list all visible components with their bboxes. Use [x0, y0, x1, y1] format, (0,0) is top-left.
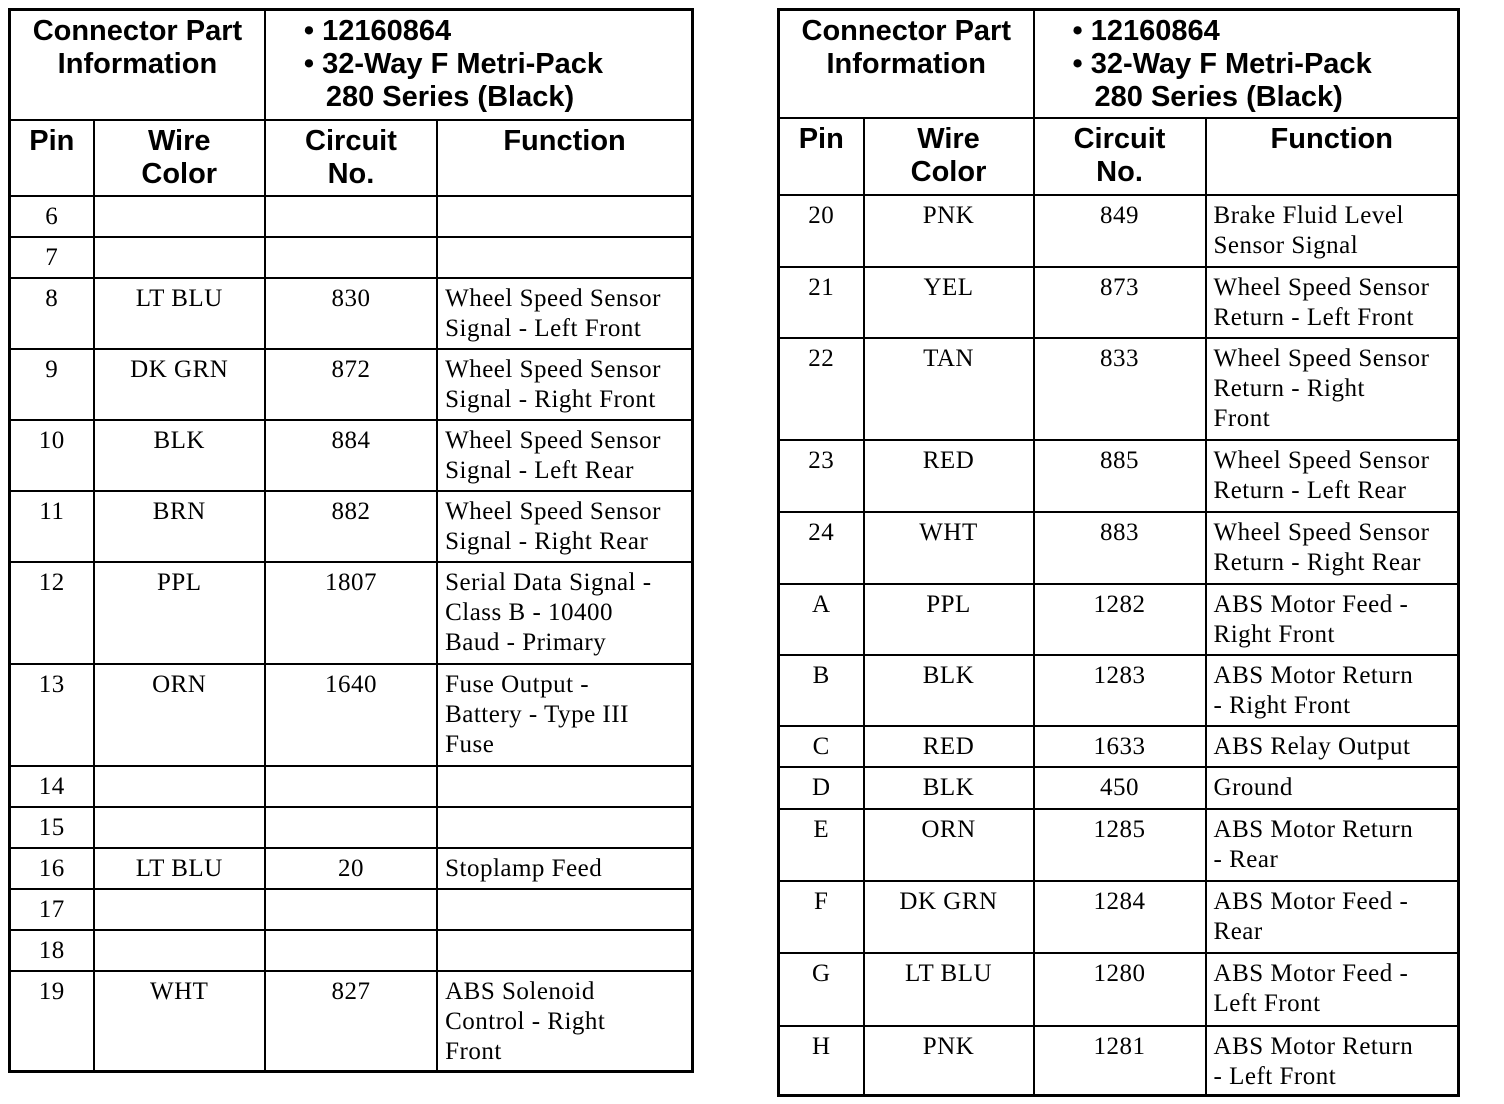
pin-cell: 20	[779, 195, 864, 267]
wire-color-cell	[94, 930, 265, 971]
function-cell: Serial Data Signal - Class B - 10400 Baud - Primary	[437, 562, 692, 664]
table-row	[10, 848, 693, 889]
connector-part-info-label: Connector Part Information	[10, 10, 265, 120]
circuit-cell	[265, 766, 437, 807]
pin-cell: H	[779, 1026, 864, 1096]
function-cell: Wheel Speed Sensor Return - Right Rear	[1206, 512, 1459, 584]
table-row	[779, 767, 1459, 809]
table-row	[779, 440, 1459, 512]
wire-color-cell: YEL	[864, 267, 1034, 338]
pin-cell: 24	[779, 512, 864, 584]
wire-color-cell	[94, 237, 265, 278]
part-series: 280 Series (Black)	[325, 81, 575, 113]
table-row	[10, 889, 693, 930]
pin-cell: F	[779, 881, 864, 953]
circuit-cell: 1640	[265, 664, 437, 766]
part-description: • 32-Way F Metri-Pack	[1072, 48, 1372, 80]
circuit-cell	[265, 889, 437, 930]
pin-cell: B	[779, 655, 864, 726]
part-series: 280 Series (Black)	[1094, 81, 1343, 113]
circuit-cell: 873	[1034, 267, 1206, 338]
pin-cell: 14	[10, 766, 94, 807]
wire-color-cell: BLK	[94, 420, 265, 491]
table-row	[779, 338, 1459, 440]
wire-color-cell: ORN	[94, 664, 265, 766]
table-row	[10, 562, 693, 664]
circuit-cell	[265, 807, 437, 848]
table-row	[10, 971, 693, 1072]
wire-color-cell: BRN	[94, 491, 265, 562]
part-number: • 12160864	[303, 15, 452, 47]
table-row	[10, 664, 693, 766]
circuit-cell: 882	[265, 491, 437, 562]
wire-color-cell: LT BLU	[94, 848, 265, 889]
table-row	[779, 655, 1459, 726]
function-cell	[437, 889, 692, 930]
function-cell: Ground	[1206, 767, 1459, 809]
pin-cell: 18	[10, 930, 94, 971]
table-row	[779, 195, 1459, 267]
pin-cell: 21	[779, 267, 864, 338]
pin-cell: E	[779, 809, 864, 881]
table-row	[10, 930, 693, 971]
circuit-cell: 872	[265, 349, 437, 420]
function-cell: ABS Solenoid Control - Right Front	[437, 971, 692, 1072]
pin-cell: 12	[10, 562, 94, 664]
wire-color-cell: LT BLU	[864, 953, 1034, 1026]
pin-cell: 22	[779, 338, 864, 440]
column-header-circuit-no: Circuit No.	[1034, 118, 1206, 195]
function-cell: Fuse Output - Battery - Type III Fuse	[437, 664, 692, 766]
circuit-cell: 1280	[1034, 953, 1206, 1026]
table-row	[779, 1026, 1459, 1096]
function-cell: Wheel Speed Sensor Signal - Right Front	[437, 349, 692, 420]
column-header-wire-color: Wire Color	[864, 118, 1034, 195]
function-cell: Brake Fluid Level Sensor Signal	[1206, 195, 1459, 267]
pin-cell: 23	[779, 440, 864, 512]
pin-cell: A	[779, 584, 864, 655]
table-row	[10, 349, 693, 420]
part-description: • 32-Way F Metri-Pack	[303, 48, 604, 80]
table-row	[779, 726, 1459, 767]
function-cell: Wheel Speed Sensor Signal - Left Rear	[437, 420, 692, 491]
circuit-cell: 450	[1034, 767, 1206, 809]
function-cell: ABS Motor Return - Left Front	[1206, 1026, 1459, 1096]
circuit-cell: 884	[265, 420, 437, 491]
wire-color-cell: WHT	[94, 971, 265, 1072]
function-cell: ABS Motor Return - Rear	[1206, 809, 1459, 881]
column-header-function: Function	[437, 120, 692, 196]
circuit-cell: 830	[265, 278, 437, 349]
connector-part-info-value	[265, 10, 693, 120]
function-cell: ABS Motor Feed - Left Front	[1206, 953, 1459, 1026]
wire-color-cell	[94, 196, 265, 237]
pin-cell: 8	[10, 278, 94, 349]
wire-color-cell: RED	[864, 440, 1034, 512]
wire-color-cell	[94, 807, 265, 848]
pin-cell: C	[779, 726, 864, 767]
wire-color-cell: BLK	[864, 655, 1034, 726]
pin-cell: D	[779, 767, 864, 809]
part-number: • 12160864	[1072, 15, 1220, 47]
circuit-cell	[265, 196, 437, 237]
pin-cell: 7	[10, 237, 94, 278]
circuit-cell: 1282	[1034, 584, 1206, 655]
wire-color-cell: DK GRN	[864, 881, 1034, 953]
circuit-cell: 849	[1034, 195, 1206, 267]
column-header-wire-color: Wire Color	[94, 120, 265, 196]
function-cell	[437, 766, 692, 807]
wire-color-cell: DK GRN	[94, 349, 265, 420]
function-cell: Stoplamp Feed	[437, 848, 692, 889]
circuit-cell: 1807	[265, 562, 437, 664]
pin-cell: G	[779, 953, 864, 1026]
pin-cell: 9	[10, 349, 94, 420]
table-row	[779, 809, 1459, 881]
connector-table-right	[777, 8, 1460, 1097]
function-cell: ABS Motor Return - Right Front	[1206, 655, 1459, 726]
function-cell: ABS Motor Feed - Rear	[1206, 881, 1459, 953]
wire-color-cell: PPL	[94, 562, 265, 664]
pin-cell: 11	[10, 491, 94, 562]
function-cell: ABS Relay Output	[1206, 726, 1459, 767]
function-cell: ABS Motor Feed - Right Front	[1206, 584, 1459, 655]
wire-color-cell: BLK	[864, 767, 1034, 809]
pin-cell: 15	[10, 807, 94, 848]
circuit-cell	[265, 237, 437, 278]
function-cell: Wheel Speed Sensor Return - Right Front	[1206, 338, 1459, 440]
table-row	[10, 278, 693, 349]
column-header-circuit-no: Circuit No.	[265, 120, 437, 196]
function-cell	[437, 807, 692, 848]
pin-cell: 17	[10, 889, 94, 930]
wire-color-cell	[94, 766, 265, 807]
wire-color-cell: PNK	[864, 1026, 1034, 1096]
connector-table-left	[8, 8, 694, 1073]
table-row	[779, 953, 1459, 1026]
circuit-cell: 1284	[1034, 881, 1206, 953]
wire-color-cell: PNK	[864, 195, 1034, 267]
wire-color-cell: LT BLU	[94, 278, 265, 349]
pin-cell: 16	[10, 848, 94, 889]
table-row	[10, 196, 693, 237]
table-row	[779, 267, 1459, 338]
wire-color-cell: WHT	[864, 512, 1034, 584]
column-header-function: Function	[1206, 118, 1459, 195]
circuit-cell: 885	[1034, 440, 1206, 512]
circuit-cell: 827	[265, 971, 437, 1072]
table-row	[10, 420, 693, 491]
pin-cell: 10	[10, 420, 94, 491]
table-row	[779, 881, 1459, 953]
pin-cell: 19	[10, 971, 94, 1072]
circuit-cell: 1285	[1034, 809, 1206, 881]
circuit-cell: 833	[1034, 338, 1206, 440]
circuit-cell: 883	[1034, 512, 1206, 584]
function-cell	[437, 196, 692, 237]
circuit-cell: 1281	[1034, 1026, 1206, 1096]
pin-cell: 13	[10, 664, 94, 766]
connector-part-info-label: Connector Part Information	[779, 10, 1034, 118]
table-row	[10, 807, 693, 848]
wire-color-cell: TAN	[864, 338, 1034, 440]
column-header-pin: Pin	[10, 120, 94, 196]
function-cell: Wheel Speed Sensor Return - Left Front	[1206, 267, 1459, 338]
function-cell: Wheel Speed Sensor Return - Left Rear	[1206, 440, 1459, 512]
table-row	[779, 512, 1459, 584]
column-header-pin: Pin	[779, 118, 864, 195]
circuit-cell: 1633	[1034, 726, 1206, 767]
function-cell	[437, 237, 692, 278]
wire-color-cell: RED	[864, 726, 1034, 767]
function-cell: Wheel Speed Sensor Signal - Left Front	[437, 278, 692, 349]
wire-color-cell: PPL	[864, 584, 1034, 655]
table-row	[10, 491, 693, 562]
wire-color-cell: ORN	[864, 809, 1034, 881]
circuit-cell: 1283	[1034, 655, 1206, 726]
circuit-cell	[265, 930, 437, 971]
connector-part-info-value	[1034, 10, 1459, 118]
function-cell: Wheel Speed Sensor Signal - Right Rear	[437, 491, 692, 562]
table-row	[10, 237, 693, 278]
wire-color-cell	[94, 889, 265, 930]
pin-cell: 6	[10, 196, 94, 237]
circuit-cell: 20	[265, 848, 437, 889]
table-row	[10, 766, 693, 807]
table-row	[779, 584, 1459, 655]
function-cell	[437, 930, 692, 971]
